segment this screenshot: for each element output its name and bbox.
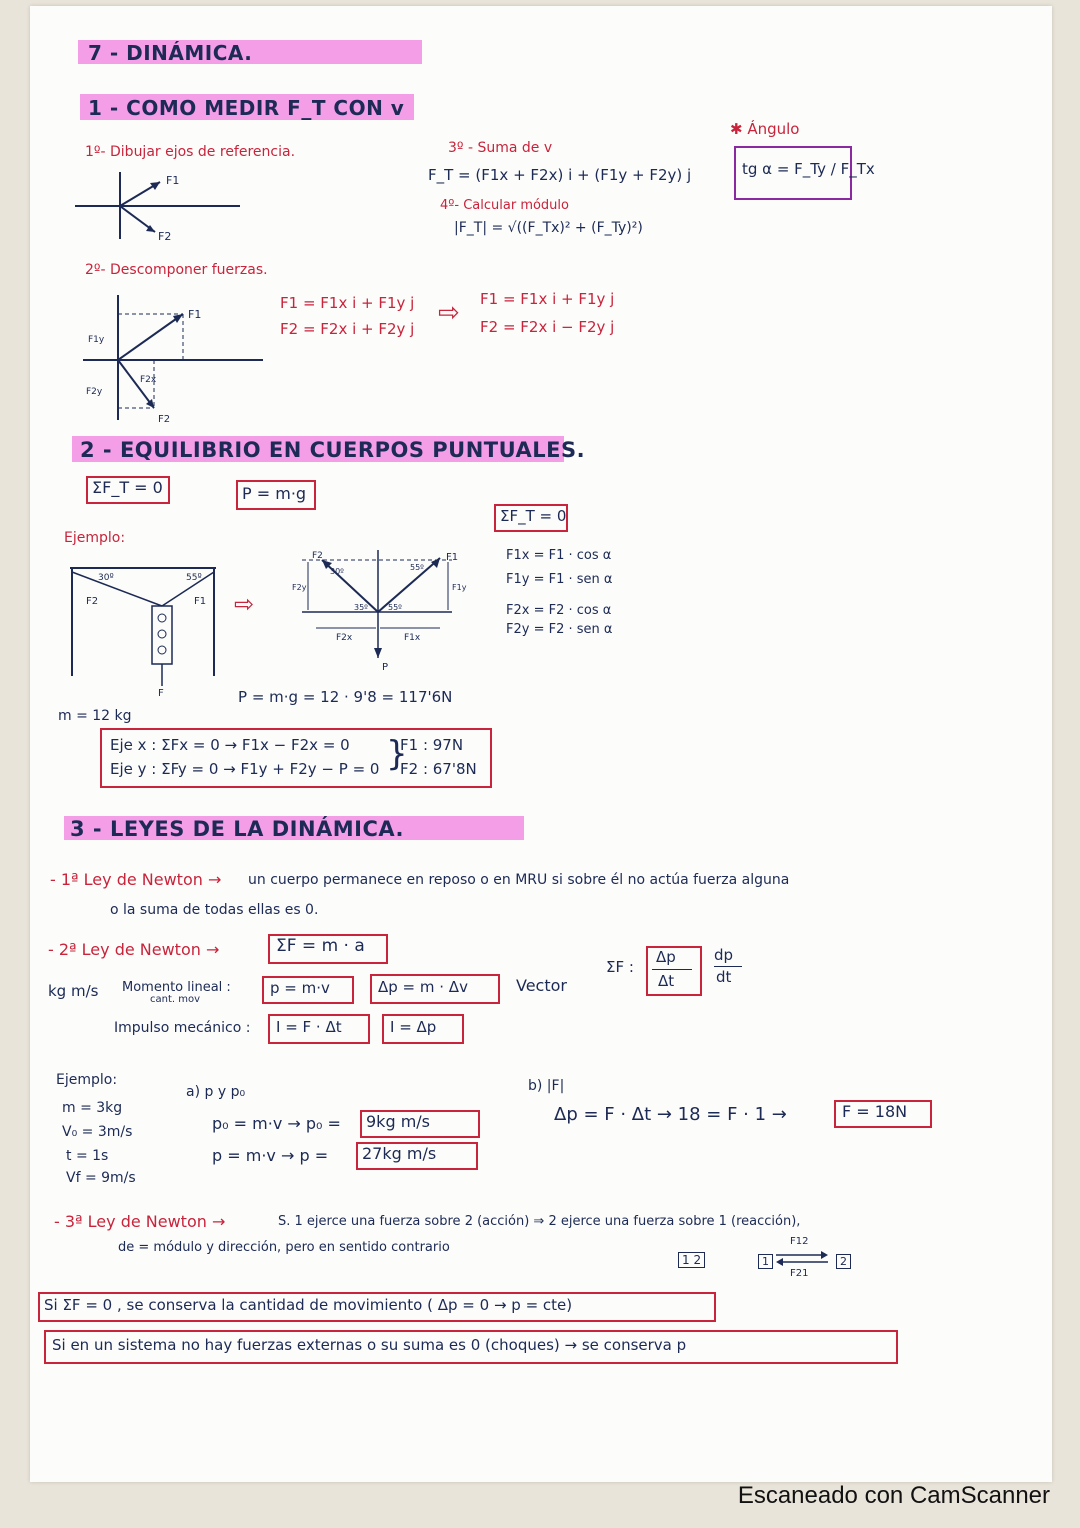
fraction-bar — [652, 969, 692, 970]
s1-step1: 1º- Dibujar ejos de referencia. — [85, 144, 296, 160]
ex-a1-res: 9kg m/s — [366, 1112, 430, 1131]
f1x-label: F2x — [140, 375, 157, 385]
ex-data-1: V₀ = 3m/s — [62, 1124, 133, 1140]
law2-title: - 2ª Ley de Newton → — [48, 940, 220, 959]
s1-step3-formula: F_T = (F1x + F2x) i + (F1y + F2y) j — [428, 166, 692, 184]
law3-boxes: 1 2 — [678, 1252, 705, 1268]
conclusion1: Si ΣF = 0 , se conserva la cantidad de movimiento ( Δp = 0 → p = cte) — [44, 1296, 573, 1314]
arrow-icon: ⇨ — [438, 298, 460, 328]
eq-sum2: ΣF_T = 0 — [500, 507, 567, 525]
law3-f12: F12 — [790, 1236, 809, 1247]
impulse-label: Impulso mecánico : — [114, 1020, 251, 1036]
s3-heading: 3 - LEYES DE LA DINÁMICA. — [70, 817, 405, 841]
sumf-num: Δp — [656, 948, 676, 966]
momentum-delta: Δp = m · Δv — [378, 978, 468, 996]
result-1: F1 : 97N — [400, 736, 464, 754]
comp-4: F2y = F2 · sen α — [506, 622, 613, 637]
ex-b1: Δp = F · Δt → 18 = F · 1 → — [554, 1104, 787, 1125]
s1-step3: 3º - Suma de v — [448, 140, 553, 156]
f2-label-2: F2 — [158, 414, 171, 425]
brace: } — [386, 734, 408, 774]
f2-tl-label: F2 — [86, 596, 99, 607]
ex-title: Ejemplo: — [56, 1072, 118, 1088]
s1-step4: 4º- Calcular módulo — [440, 198, 569, 213]
law3-body1: 1 — [758, 1254, 773, 1269]
f2-label: F2 — [158, 230, 172, 243]
angle-label: ✱ Ángulo — [730, 120, 800, 138]
angle-30-fd: 30º — [330, 567, 344, 576]
angle-55b-fd: 55º — [388, 603, 402, 612]
angle-55: 55º — [186, 573, 202, 583]
law1-title: - 1ª Ley de Newton → — [50, 870, 222, 889]
comp-2: F1y = F1 · sen α — [506, 572, 613, 587]
law2-formula: ΣF = m · a — [276, 936, 365, 956]
page-title: 7 - DINÁMICA. — [88, 41, 253, 65]
comp-3: F2x = F2 · cos α — [506, 603, 612, 618]
notebook-page — [30, 6, 1052, 1482]
momentum-formula: p = m·v — [270, 979, 330, 997]
s1-step4-formula: |F_T| = √((F_Tx)² + (F_Ty)²) — [454, 220, 643, 236]
law1-text2: o la suma de todas ellas es 0. — [110, 902, 319, 918]
f1-fd-label: F1 — [446, 552, 459, 563]
f1y-label: F1y — [88, 335, 105, 345]
axes-sketch-1 — [70, 164, 250, 244]
units: kg m/s — [48, 982, 99, 1000]
deriv-num: dp — [714, 946, 734, 964]
example-label: Ejemplo: — [64, 530, 126, 546]
s2-heading: 2 - EQUILIBRIO EN CUERPOS PUNTUALES. — [80, 438, 586, 462]
angle-formula: tg α = F_Ty / F_Tx — [742, 160, 875, 178]
s1-step2: 2º- Descomponer fuerzas. — [85, 262, 268, 278]
impulse-delta: I = Δp — [390, 1018, 437, 1036]
decomp-4: F2 = F2x i − F2y j — [480, 318, 615, 336]
sumf-label: ΣF : — [606, 958, 634, 976]
traffic-light-diagram — [66, 558, 226, 698]
law3-text: S. 1 ejerce una fuerza sobre 2 (acción) ⇒ 2 ejerce una fuerza sobre 1 (reacción), — [278, 1214, 801, 1229]
eq-line2: Eje y : ΣFy = 0 → F1y + F2y − P = 0 — [110, 760, 380, 778]
result-2: F2 : 67'8N — [400, 760, 477, 778]
ex-a: a) p y p₀ — [186, 1084, 246, 1100]
ex-b: b) |F| — [528, 1078, 565, 1094]
scanner-watermark: Escaneado con CamScanner — [737, 1482, 1050, 1509]
comp-1: F1x = F1 · cos α — [506, 548, 612, 563]
f2x-fd-label: F2x — [336, 633, 353, 643]
decomp-2: F2 = F2x i + F2y j — [280, 320, 415, 338]
law3-arrows — [774, 1250, 830, 1266]
f2-fd-label: F2 — [312, 551, 323, 561]
law3-f21: F21 — [790, 1268, 809, 1279]
f1y-fd-label: F1y — [452, 583, 467, 592]
law3-text2: de = módulo y dirección, pero en sentido contrario — [118, 1240, 450, 1255]
angle-35-fd: 35º — [354, 603, 368, 612]
sumf-den: Δt — [658, 972, 675, 990]
ex-a1: p₀ = m·v → p₀ = — [212, 1114, 341, 1133]
f2y-label: F2y — [86, 387, 103, 397]
law3-body2: 2 — [836, 1254, 851, 1269]
decomp-3: F1 = F1x i + F1y j — [480, 290, 615, 308]
weight-calc: P = m·g = 12 · 9'8 = 117'6N — [238, 688, 453, 706]
force-diagram — [292, 546, 472, 676]
eq-sum: ΣF_T = 0 — [92, 478, 163, 497]
f1-label: F1 — [166, 174, 180, 187]
mass-label: m = 12 kg — [58, 708, 132, 724]
angle-55-fd: 55º — [410, 563, 424, 572]
eq-weight: P = m·g — [242, 484, 307, 503]
ex-data-2: t = 1s — [66, 1148, 109, 1164]
ex-b1-res: F = 18N — [842, 1102, 908, 1121]
conclusion2: Si en un sistema no hay fuerzas externas o su suma es 0 (choques) → se conserva p — [52, 1336, 687, 1354]
eq-line1: Eje x : ΣFx = 0 → F1x − F2x = 0 — [110, 736, 350, 754]
f1x-fd-label: F1x — [404, 633, 421, 643]
ex-a2: p = m·v → p = — [212, 1146, 329, 1165]
deriv-bar — [714, 966, 742, 967]
f1-tl-label: F1 — [194, 596, 207, 607]
law3-title: - 3ª Ley de Newton → — [54, 1212, 226, 1231]
deriv-den: dt — [716, 968, 732, 986]
f1-label-2: F1 — [188, 308, 202, 321]
law1-text: un cuerpo permanece en reposo o en MRU si sobre él no actúa fuerza alguna — [248, 872, 790, 888]
angle-30: 30º — [98, 573, 114, 583]
momentum-sub: cant. mov — [150, 994, 201, 1005]
arrow-icon-2: ⇨ — [234, 590, 255, 618]
ex-a2-res: 27kg m/s — [362, 1144, 437, 1163]
f-label: F — [158, 688, 164, 698]
f2y-fd-label: F2y — [292, 583, 307, 592]
axes-sketch-2 — [78, 290, 268, 426]
ex-data-0: m = 3kg — [62, 1100, 123, 1116]
ex-data-3: Vf = 9m/s — [66, 1170, 136, 1186]
momentum-label: Momento lineal : — [122, 980, 231, 995]
impulse-formula: I = F · Δt — [276, 1018, 342, 1036]
decomp-1: F1 = F1x i + F1y j — [280, 294, 415, 312]
vector-label: Vector — [516, 976, 567, 995]
p-fd-label: P — [382, 662, 389, 673]
s1-heading: 1 - COMO MEDIR F_T CON v — [88, 96, 405, 120]
